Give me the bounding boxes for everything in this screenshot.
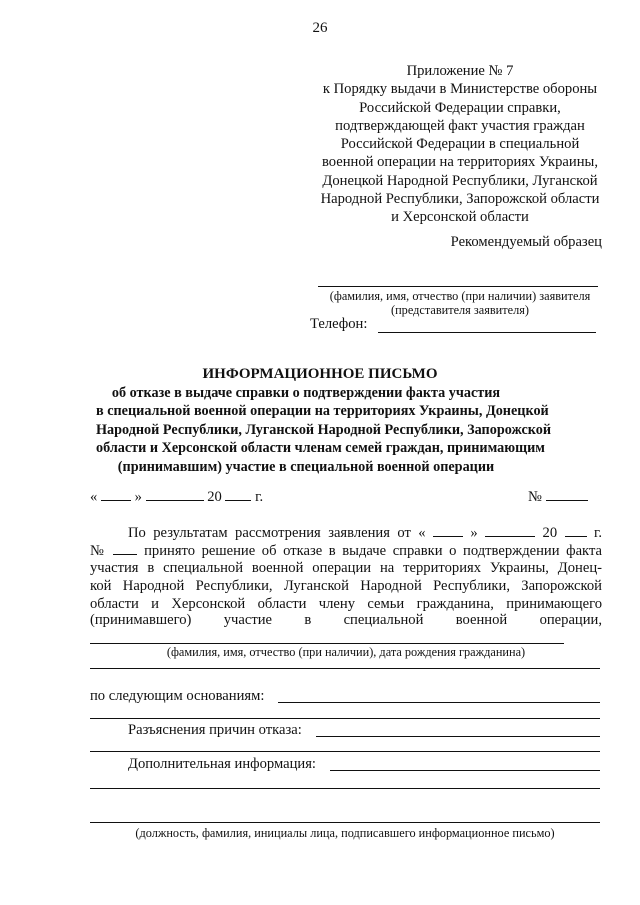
body-text: принято решение об отказе в выдаче справки о подтверждении факта [144,543,602,559]
applicant-caption: (фамилия, имя, отчество (при наличии) заявителя [329,289,591,303]
appendix-line: и Херсонской области [391,209,529,226]
additional-info-extra-line[interactable] [90,788,600,789]
letter-number-field[interactable] [546,488,588,501]
body-line-3: участия в специальной военной операции на территориях Украины, Донец- [90,560,602,576]
application-month-field[interactable] [485,524,535,537]
explanation-label: Разъяснения причин отказа: [128,722,302,738]
subtitle-line: (принимавшим) участие в специальной военной операции [117,458,495,475]
date-open-quote: « [90,489,98,505]
grounds-extra-line[interactable] [90,718,600,719]
appendix-line: Российской Федерации в специальной [340,136,580,153]
date-month-field[interactable] [146,488,204,501]
body-text: » [470,525,478,541]
citizen-extra-line[interactable] [90,668,600,669]
appendix-line: подтверждающей факт участия граждан [335,117,585,134]
additional-info-label: Дополнительная информация: [128,756,316,772]
letter-number [528,488,588,506]
body-line-4: кой Народной Республики, Луганской Народной Республики, Запорожской [90,578,602,594]
application-year-field[interactable] [565,524,587,537]
body-text: № [90,543,107,559]
sample-note: Рекомендуемый образец [450,234,602,250]
letter-date [90,488,263,506]
date-day-field[interactable] [101,488,131,501]
letter-subtitle [96,384,552,476]
body-word: операции, [539,612,602,628]
grounds-field[interactable] [278,702,600,703]
subtitle-line: в специальной военной операции на территориях Украины, Донецкой [96,403,549,420]
date-year-field[interactable] [225,488,251,501]
body-word: участие [223,612,272,628]
appendix-line: к Порядку выдачи в Министерстве обороны [322,81,598,98]
number-sign: № [528,489,542,505]
body-word: специальной [343,612,424,628]
citizen-name-field[interactable] [90,643,564,644]
subtitle-line: об отказе в выдаче справки о подтверждении факта участия [111,385,501,401]
body-line-5: области и Херсонской области члену семьи гражданина, принимающего [90,596,602,612]
applicant-name-field[interactable] [318,286,598,287]
signer-caption: (должность, фамилия, инициалы лица, подписавшего информационное письмо) [135,826,555,840]
appendix-line: Российской Федерации справки, [359,99,561,116]
subtitle-line: области и Херсонской области членам семей граждан, принимающим [96,440,545,457]
explanation-extra-line[interactable] [90,751,600,752]
appendix-header [296,62,624,227]
body-text: г. [593,525,602,541]
body-line-2 [90,542,602,560]
date-close-quote: » [134,489,142,505]
body-line-6 [90,612,602,629]
letter-title: ИНФОРМАЦИОННОЕ ПИСЬМО [202,366,438,382]
appendix-line: Донецкой Народной Республики, Луганской [322,172,598,189]
appendix-line: Приложение № 7 [406,63,514,79]
phone-label: Телефон: [310,316,368,332]
application-number-field[interactable] [113,542,137,555]
body-text: 20 [542,525,558,541]
explanation-field[interactable] [316,736,600,737]
citizen-caption: (фамилия, имя, отчество (при наличии), дата рождения гражданина) [166,645,526,659]
grounds-label: по следующим основаниям: [90,688,265,704]
body-word: (принимавшего) [90,612,192,628]
body-word: военной [455,612,508,628]
additional-info-field[interactable] [330,770,600,771]
appendix-line: Народной Республики, Запорожской области [320,191,600,208]
date-year-suffix: г. [255,489,264,505]
body-word: в [304,612,312,628]
appendix-line: военной операции на территориях Украины, [322,154,598,171]
body-line-1 [90,524,602,542]
application-day-field[interactable] [433,524,463,537]
date-year-prefix: 20 [207,489,222,505]
page-number: 26 [312,20,328,36]
body-text: По результатам рассмотрения заявления от « [128,525,426,541]
signer-field[interactable] [90,822,600,823]
applicant-caption-representative: (представителя заявителя) [391,303,529,317]
phone-field[interactable] [378,332,596,333]
subtitle-line: Народной Республики, Луганской Народной Республики, Запорожской [96,421,552,438]
